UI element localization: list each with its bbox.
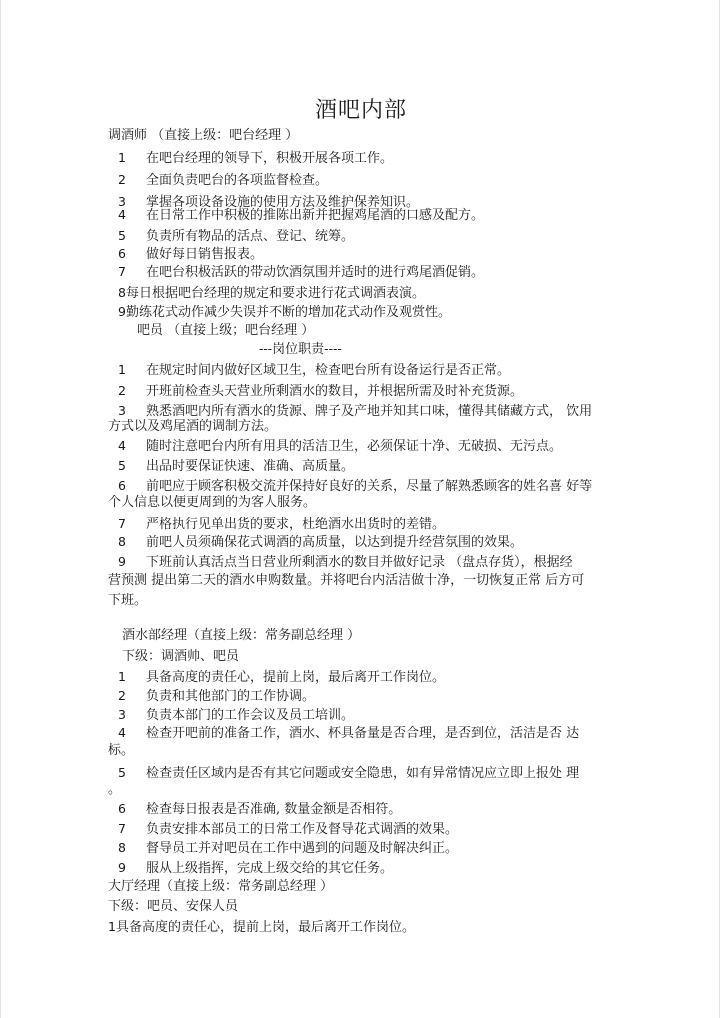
- lobby-manager-heading: 大厅经理（直接上级：常务副总经理 ）: [108, 879, 334, 894]
- beverage-manager-item: [118, 687, 315, 706]
- item-number: 1: [108, 919, 116, 934]
- item-number: 6: [118, 246, 126, 261]
- item-text: 勤练花式动作减少失误并不断的增加花式动作及观赏性。: [125, 305, 451, 320]
- waiter-item-continuation: 方式以及鸡尾酒的调制方法。: [108, 419, 278, 434]
- item-text: 负责和其他部门的工作协调。: [146, 689, 316, 704]
- beverage-manager-item: [118, 668, 445, 687]
- item-text: 检查责任区域内是否有其它问题或安全隐患，如有异常情况应立即上报处 理: [146, 766, 580, 781]
- bartender-item: [118, 171, 328, 190]
- item-number: 3: [118, 707, 126, 722]
- waiter-item: [118, 515, 445, 534]
- beverage-manager-item-continuation: 标。: [108, 743, 135, 758]
- item-text: 每日根据吧台经理的规定和要求进行花式调酒表演。: [125, 286, 425, 301]
- item-text: 随时注意吧台内所有用具的活洁卫生，必须保证十净、无破损、无污点。: [146, 439, 563, 454]
- item-number: 6: [118, 478, 126, 493]
- item-text: 掌握各项设备设施的使用方法及维护保养知识。: [146, 195, 420, 210]
- item-text: 做好每日销售报表。: [146, 247, 264, 262]
- item-number: 7: [118, 264, 126, 279]
- item-text: 具备高度的责任心，提前上岗，最后离开工作岗位。: [115, 920, 415, 935]
- item-number: 9: [118, 860, 126, 875]
- item-number: 4: [118, 438, 126, 453]
- item-text: 全面负责吧台的各项监督检查。: [146, 173, 329, 188]
- item-number: 7: [118, 516, 126, 531]
- item-text: 负责所有物品的活点、登记、统筹。: [146, 229, 355, 244]
- item-text: 在日常工作中积极的推陈出新并把握鸡尾酒的口感及配方。: [146, 208, 485, 223]
- item-text: 负责安排本部员工的日常工作及督导花式调酒的效果。: [146, 822, 459, 837]
- beverage-manager-item-continuation: 。: [108, 782, 122, 797]
- bartender-item: [118, 149, 393, 168]
- waiter-item-continuation: 个人信息以便更周到的为客人服务。: [108, 495, 317, 510]
- waiter-subheading: ---岗位职责----: [259, 342, 342, 357]
- item-number: 2: [118, 383, 126, 398]
- lobby-manager-subordinates: 下级：吧员、安保人员: [108, 899, 239, 914]
- item-number: 9: [118, 304, 126, 319]
- item-text: 具备高度的责任心，提前上岗，最后离开工作岗位。: [146, 670, 446, 685]
- item-number: 9: [118, 554, 126, 569]
- beverage-manager-item: [118, 839, 458, 858]
- item-text: 检查每日报表是否准确, 数量金额是否相符。: [146, 802, 402, 817]
- bartender-item: [118, 284, 425, 303]
- item-text: 在吧台积极活跃的带动饮酒氛围并适时的进行鸡尾酒促销。: [146, 265, 485, 280]
- waiter-item: [118, 437, 562, 456]
- beverage-manager-item: [118, 764, 579, 783]
- item-text: 出品时要保证快速、准确、高质量。: [146, 459, 355, 474]
- bartender-item: [118, 206, 484, 225]
- item-number: 5: [118, 765, 126, 780]
- beverage-manager-item: [118, 724, 579, 743]
- item-number: 8: [118, 534, 126, 549]
- bartender-item: [118, 303, 451, 322]
- item-text: 负责本部门的工作会议及员工培训。: [146, 708, 355, 723]
- item-number: 2: [118, 172, 126, 187]
- waiter-item: [118, 533, 523, 552]
- beverage-manager-subordinates: 下级：调酒帅、吧员: [122, 649, 240, 664]
- item-text: 严格执行见单出货的要求，杜绝酒水出货时的差错。: [146, 517, 446, 532]
- item-number: 1: [118, 669, 126, 684]
- beverage-manager-item: [118, 706, 354, 725]
- item-text: 在吧台经理的领导下，积极开展各项工作。: [146, 151, 394, 166]
- item-number: 1: [118, 150, 126, 165]
- item-number: 3: [118, 194, 126, 209]
- bartender-heading: 调酒师 （直接上级：吧台经理 ）: [108, 128, 299, 143]
- lobby-manager-item: [108, 918, 415, 937]
- item-number: 5: [118, 458, 126, 473]
- bartender-item: [118, 263, 484, 282]
- waiter-item: [118, 382, 523, 401]
- item-number: 3: [118, 403, 126, 418]
- item-text: 前吧人员须确保花式调酒的高质量，以达到提升经营氛围的效果。: [146, 535, 524, 550]
- item-number: 2: [118, 688, 126, 703]
- waiter-item-continuation: 营预测 提出第二天的酒水申购数量。并将吧台内活洁做十净，一切恢复正常 后方可: [108, 573, 585, 588]
- item-number: 4: [118, 725, 126, 740]
- item-text: 前吧应于顾客积极交流并保持好良好的关系，尽量了解熟悉顾客的姓名喜 好等: [146, 479, 593, 494]
- item-text: 督导员工并对吧员在工作中遇到的问题及时解决纠正。: [146, 841, 459, 856]
- item-text: 检查开吧前的准备工作，酒水、杯具备量是否合理，是否到位，活洁是否 达: [146, 726, 580, 741]
- item-text: 熟悉酒吧内所有酒水的货源、牌子及产地并知其口味，懂得其储藏方式， 饮用: [146, 404, 593, 419]
- beverage-manager-item: [118, 820, 458, 839]
- item-number: 1: [118, 362, 126, 377]
- waiter-item-continuation: 下班。: [108, 593, 148, 608]
- page-title: 酒吧内部: [314, 98, 407, 123]
- item-number: 4: [118, 207, 126, 222]
- waiter-item: [118, 457, 354, 476]
- waiter-item: [118, 553, 573, 572]
- beverage-manager-item: [118, 859, 393, 878]
- item-number: 6: [118, 801, 126, 816]
- beverage-manager-item: [118, 800, 401, 819]
- item-number: 8: [118, 285, 126, 300]
- item-number: 7: [118, 821, 126, 836]
- beverage-manager-heading: 酒水部经理（直接上级：常务副总经理 ）: [122, 628, 361, 643]
- bartender-item: [118, 227, 354, 246]
- item-text: 服从上级指挥，完成上级交给的其它任务。: [146, 861, 394, 876]
- item-text: 在规定时间内做好区域卫生，检查吧台所有设备运行是否正常。: [146, 363, 511, 378]
- item-text: 下班前认真活点当日营业所剩酒水的数目并做好记录 （盘点存货），根据经: [146, 555, 573, 570]
- bartender-item: [118, 245, 263, 264]
- waiter-item: [118, 361, 510, 380]
- item-number: 5: [118, 228, 126, 243]
- waiter-heading: 吧员 （直接上级；吧台经理 ）: [137, 323, 315, 338]
- item-text: 开班前检查头天营业所剩酒水的数目，并根据所需及时补充货源。: [146, 384, 524, 399]
- item-number: 8: [118, 840, 126, 855]
